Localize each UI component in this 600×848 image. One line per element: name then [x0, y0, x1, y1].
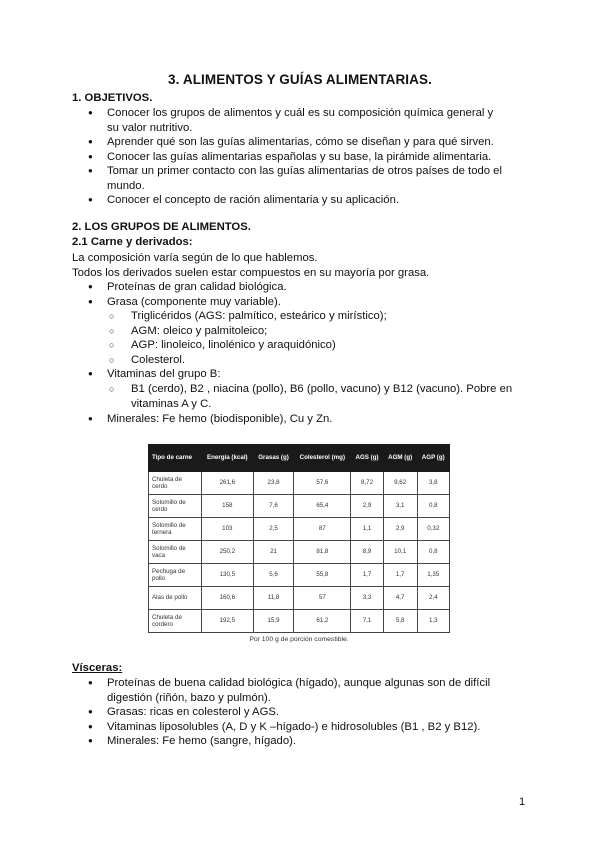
column-header: Energía (kcal) [202, 445, 254, 472]
table-cell: 158 [202, 495, 254, 518]
table-cell: 5,6 [253, 564, 294, 587]
table-cell: 261,6 [202, 472, 254, 495]
list-item: ● Proteínas de gran calidad biológica. [72, 280, 532, 295]
table-cell: 81,8 [294, 541, 351, 564]
list-item: ● Conocer las guías alimentarias españolas y su base, la pirámide alimentaria. [72, 150, 522, 165]
table-row [149, 564, 450, 587]
list-item: ● Grasa (componente muy variable). [72, 295, 532, 310]
table-cell: 3,1 [383, 495, 417, 518]
list-item: ● Proteínas de buena calidad biológica (hígado), aunque algunas son de difícil digestión (riñón, bazo y pulmón). [72, 676, 517, 705]
table-cell: 23,8 [253, 472, 294, 495]
table-cell: 8,9 [351, 541, 384, 564]
table-cell: Solomillo de ternera [149, 518, 202, 541]
section-visceras-heading: Vísceras: [72, 662, 123, 674]
table-cell: Chuleta de cordero [149, 610, 202, 633]
table-cell: 11,8 [253, 587, 294, 610]
sublist-item: ○ AGP: linoleico, linolénico y araquidónico) [107, 338, 527, 353]
table-cell: 87 [294, 518, 351, 541]
table-cell: 21 [253, 541, 294, 564]
table-header-row [149, 445, 450, 472]
table-cell: 1,7 [383, 564, 417, 587]
table-row [149, 495, 450, 518]
table-cell: 15,9 [253, 610, 294, 633]
list-item: ● Minerales: Fe hemo (sangre, hígado). [72, 734, 532, 749]
table-cell: Alas de pollo [149, 587, 202, 610]
vitaminas-sublist [107, 382, 527, 411]
column-header: AGM (g) [383, 445, 417, 472]
list-item: ● Vitaminas del grupo B: [72, 367, 532, 382]
column-header: AGP (g) [417, 445, 449, 472]
table-cell: 9,62 [383, 472, 417, 495]
column-header: Colesterol (mg) [294, 445, 351, 472]
table-row [149, 518, 450, 541]
table-cell: 0,32 [417, 518, 449, 541]
table-cell: 1,35 [417, 564, 449, 587]
carne-list [72, 280, 532, 309]
table-cell: 1,7 [351, 564, 384, 587]
list-item: ● Vitaminas liposolubles (A, D y K –hígado-) e hidrosolubles (B1 , B2 y B12). [72, 720, 532, 735]
table-cell: 65,4 [294, 495, 351, 518]
grasa-sublist [107, 309, 527, 367]
table-cell: 1,1 [351, 518, 384, 541]
sublist-item: ○ B1 (cerdo), B2 , niacina (pollo), B6 (pollo, vacuno) y B12 (vacuno). Pobre en vitaminas A y C. [107, 382, 527, 411]
sublist-item: ○ Colesterol. [107, 353, 527, 368]
table-cell: 2,9 [351, 495, 384, 518]
carne-list-2 [72, 367, 532, 382]
table-cell: 8,72 [351, 472, 384, 495]
sublist-item: ○ AGM: oleico y palmitoleico; [107, 324, 527, 339]
list-item: ● Conocer los grupos de alimentos y cuál es su composición química general y su valor nutritivo. [72, 106, 507, 135]
section-grupos-heading: 2. LOS GRUPOS DE ALIMENTOS. [72, 221, 251, 233]
table-cell: 57,6 [294, 472, 351, 495]
list-item: ● Minerales: Fe hemo (biodisponible), Cu y Zn. [72, 412, 532, 427]
nutrition-table [148, 444, 450, 643]
table-cell: 103 [202, 518, 254, 541]
table-cell: 2,9 [383, 518, 417, 541]
table-cell: 130,5 [202, 564, 254, 587]
section-objetivos-heading: 1. OBJETIVOS. [72, 92, 153, 104]
carne-list-3 [72, 412, 532, 427]
table-cell: Pechuga de pollo [149, 564, 202, 587]
table-cell: 4,7 [383, 587, 417, 610]
paragraph: Todos los derivados suelen estar compuestos en su mayoría por grasa. [72, 267, 430, 279]
table-cell: 2,4 [417, 587, 449, 610]
objetivos-list [72, 106, 522, 208]
table-cell: Solomillo de cerdo [149, 495, 202, 518]
column-header: AGS (g) [351, 445, 384, 472]
table-cell: Solomillo de vaca [149, 541, 202, 564]
page-title: 3. ALIMENTOS Y GUÍAS ALIMENTARIAS. [168, 72, 432, 87]
table-cell: 61,2 [294, 610, 351, 633]
table-cell: 5,8 [383, 610, 417, 633]
subsection-carne-heading: 2.1 Carne y derivados: [72, 236, 193, 248]
column-header: Grasas (g) [253, 445, 294, 472]
visceras-list [72, 676, 532, 749]
table-cell: 1,3 [417, 610, 449, 633]
table-caption: Por 100 g de porción comestible. [249, 636, 349, 643]
table-cell: 2,5 [253, 518, 294, 541]
table-cell: 7,6 [253, 495, 294, 518]
list-item: ● Grasas: ricas en colesterol y AGS. [72, 705, 532, 720]
table-cell: Chuleta de cerdo [149, 472, 202, 495]
list-item: ● Conocer el concepto de ración alimentaria y su aplicación. [72, 193, 522, 208]
table-cell: 192,5 [202, 610, 254, 633]
table-cell: 0,8 [417, 495, 449, 518]
table-cell: 0,8 [417, 541, 449, 564]
table-cell: 10,1 [383, 541, 417, 564]
list-item: ● Aprender qué son las guías alimentarias, cómo se diseñan y para qué sirven. [72, 135, 522, 150]
table-cell: 160,6 [202, 587, 254, 610]
table-cell: 250,2 [202, 541, 254, 564]
table-cell: 3,8 [417, 472, 449, 495]
page-number: 1 [519, 796, 526, 808]
table-cell: 7,1 [351, 610, 384, 633]
paragraph: La composición varía según de lo que hablemos. [72, 252, 318, 264]
list-item: ● Tomar un primer contacto con las guías alimentarias de otros países de todo el mundo. [72, 164, 507, 193]
column-header: Tipo de carne [149, 445, 202, 472]
sublist-item: ○ Triglicéridos (AGS: palmítico, esteárico y mirístico); [107, 309, 527, 324]
table-row [149, 541, 450, 564]
table-cell: 55,8 [294, 564, 351, 587]
table-cell: 3,3 [351, 587, 384, 610]
table-row [149, 472, 450, 495]
table-row [149, 610, 450, 633]
table-row [149, 587, 450, 610]
table-cell: 57 [294, 587, 351, 610]
